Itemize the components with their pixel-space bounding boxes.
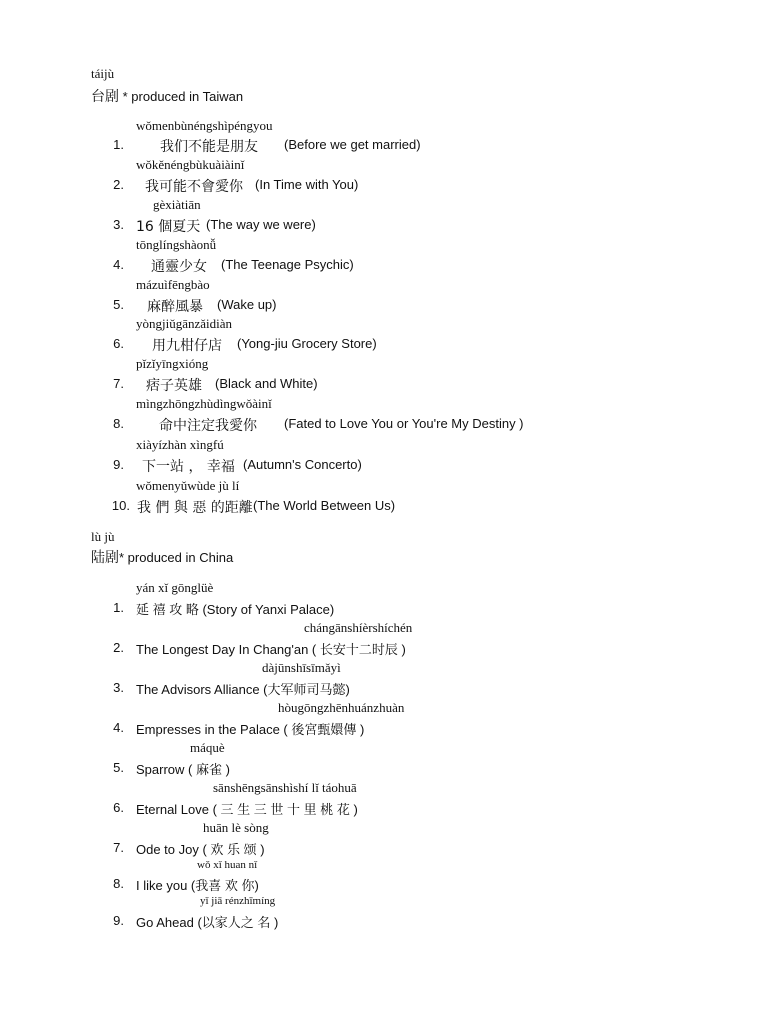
item-title: Go Ahead (以家人之 名 ): [136, 915, 279, 930]
item-pinyin: wǒkěnéngbùkuàiàinǐ: [136, 157, 245, 172]
section-taiju-pinyin: táijù: [91, 66, 115, 81]
item-pinyin: mìngzhōngzhùdìngwǒàinǐ: [136, 396, 272, 411]
item-pinyin: sānshēngsānshìshí lǐ táohuā: [213, 780, 357, 795]
item-pinyin: dàjūnshīsīmǎyì: [262, 660, 341, 675]
item-en-title: (The World Between Us): [253, 498, 396, 513]
item-en-title: (The way we were): [206, 217, 316, 232]
item-cn-title: 我们不能是朋友: [160, 139, 258, 155]
item-cn-title: 16 個夏天: [136, 219, 201, 235]
item-en-title: (Autumn's Concerto): [243, 457, 362, 472]
heading-cn: 台剧: [91, 89, 119, 105]
section-taiju-heading: [91, 86, 243, 106]
item-pinyin: yán xǐ gōnglüè: [136, 580, 214, 595]
item-cn-title: 麻醉風暴: [147, 299, 203, 315]
item-pinyin: hòugōngzhēnhuánzhuàn: [278, 700, 405, 715]
item-pinyin: yòngjiǔgānzǎidiàn: [136, 316, 233, 331]
item-pinyin: mázuìfēngbào: [136, 277, 210, 292]
item-pinyin: wǒ xǐ huan nǐ: [197, 859, 258, 871]
item-number: 2.: [113, 640, 124, 655]
item-pinyin: xiàyízhàn xìngfú: [136, 437, 224, 452]
item-title: I like you (我喜 欢 你): [136, 878, 259, 893]
item-number: 3.: [113, 217, 124, 232]
item-title: The Advisors Alliance (大军师司马懿): [136, 682, 350, 697]
heading-cn: 陆剧: [91, 550, 119, 566]
item-en-title: (Fated to Love You or You're My Destiny ): [284, 416, 524, 431]
item-number: 5.: [113, 760, 124, 775]
item-number: 8.: [113, 416, 124, 431]
item-title: Ode to Joy ( 欢 乐 颂 ): [136, 842, 265, 857]
item-cn-title: 用九柑仔店: [152, 338, 222, 354]
item-title: 延 禧 攻 略 (Story of Yanxi Palace): [136, 602, 335, 617]
item-cn-title: 下一站 ， 幸福: [142, 459, 235, 475]
item-pinyin: chángānshíèrshíchén: [304, 620, 413, 635]
item-pinyin: wǒmenyǔwùde jù lí: [136, 478, 240, 493]
item-en-title: (Black and White): [215, 376, 318, 391]
item-cn-title: 痞子英雄: [146, 378, 202, 394]
item-title: Eternal Love ( 三 生 三 世 十 里 桃 花 ): [136, 802, 358, 817]
item-title: Empresses in the Palace ( 後宮甄嬛傳 ): [136, 722, 365, 737]
item-title: The Longest Day In Chang'an ( 长安十二时辰 ): [136, 642, 406, 657]
item-pinyin: yǐ jiā rénzhīmíng: [200, 895, 276, 907]
item-en-title: (Wake up): [217, 297, 277, 312]
item-pinyin: máquè: [190, 740, 225, 755]
item-pinyin: wǒmenbùnéngshìpéngyou: [136, 118, 273, 133]
item-number: 9.: [113, 457, 124, 472]
item-number: 10.: [111, 498, 130, 513]
item-pinyin: tōnglíngshàonǚ: [136, 237, 217, 252]
item-number: 8.: [113, 876, 124, 891]
item-pinyin: gèxiàtiān: [153, 197, 201, 212]
item-number: 2.: [113, 177, 124, 192]
item-title: Sparrow ( 麻雀 ): [136, 762, 230, 777]
item-cn-title: 我可能不會愛你: [145, 179, 243, 195]
item-cn-title: 命中注定我愛你: [159, 418, 257, 434]
item-number: 1.: [113, 600, 124, 615]
item-number: 9.: [113, 913, 124, 928]
item-number: 1.: [113, 137, 124, 152]
item-number: 4.: [113, 720, 124, 735]
heading-note: * produced in Taiwan: [122, 89, 244, 104]
section-luju-pinyin: lù jù: [91, 529, 115, 544]
item-number: 7.: [113, 376, 124, 391]
item-number: 7.: [113, 840, 124, 855]
item-number: 3.: [113, 680, 124, 695]
item-cn-title: 我 們 與 惡 的距離: [137, 500, 253, 516]
heading-note: * produced in China: [119, 550, 234, 565]
item-pinyin: pǐzǐyīngxióng: [136, 356, 209, 371]
item-en-title: (In Time with You): [255, 177, 359, 192]
item-number: 6.: [113, 336, 124, 351]
item-pinyin: huān lè sòng: [203, 820, 269, 835]
item-en-title: (Before we get married): [284, 137, 421, 152]
item-en-title: (Yong-jiu Grocery Store): [237, 336, 377, 351]
item-number: 4.: [113, 257, 124, 272]
section-luju-heading: [91, 547, 233, 567]
item-cn-title: 通靈少女: [151, 259, 207, 275]
item-number: 5.: [113, 297, 124, 312]
item-number: 6.: [113, 800, 124, 815]
item-en-title: (The Teenage Psychic): [221, 257, 354, 272]
